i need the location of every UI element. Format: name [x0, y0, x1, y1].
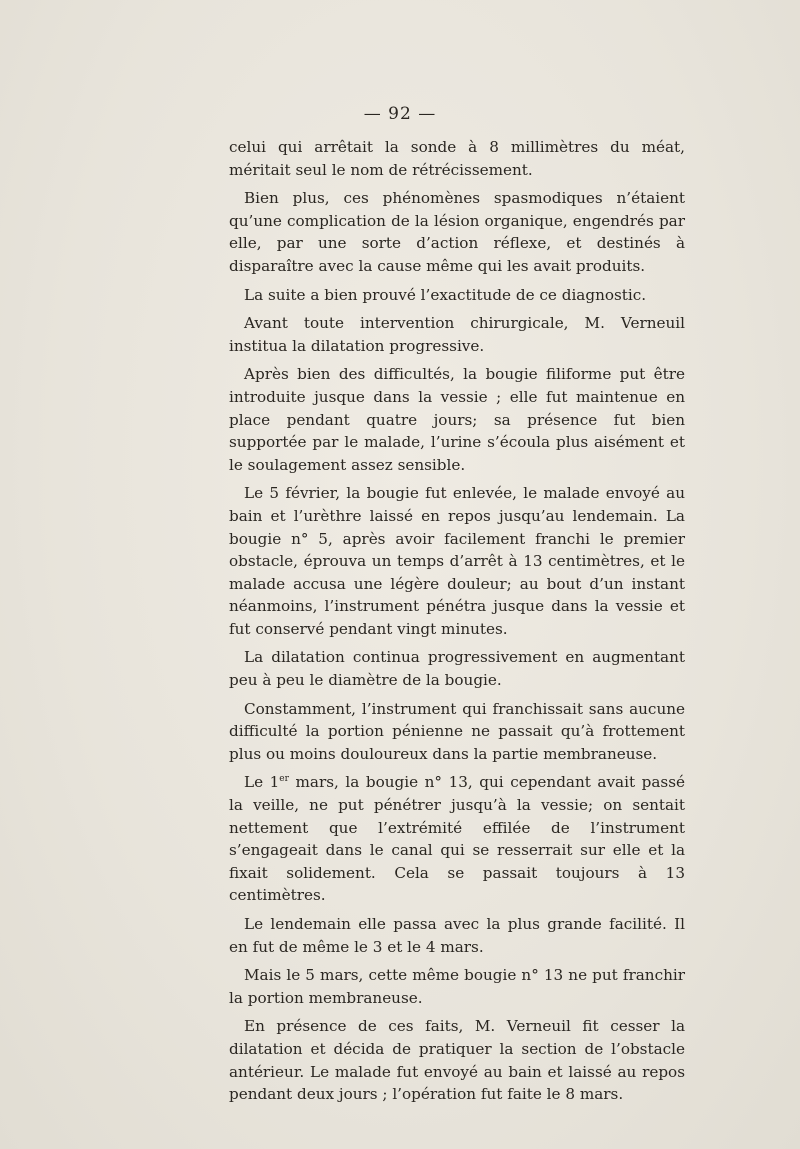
paragraph-march-first: [229, 771, 685, 907]
paragraph: Le 5 février, la bougie fut enlevée, le malade envoyé au bain et l’urèthre laissé en repos jusqu’au lendemain. La bougie n° 5, après avoir facilement franchi le premier obstacle, éprouva un temps d’arrêt à 13 centimètres, et le malade accusa une légère douleur; au bout d’un instant néanmoins, l’instrument pénétra jusque dans la vessie et fut conservé pendant vingt minutes.: [229, 484, 685, 638]
page-number: — 92 —: [363, 104, 437, 124]
paragraph: Le lendemain elle passa avec la plus grande facilité. Il en fut de même le 3 et le 4 mars.: [229, 915, 685, 956]
march-prefix: Le 1: [244, 773, 280, 792]
paragraph: En présence de ces faits, M. Verneuil fit cesser la dilatation et décida de pratiquer la section de l’obstacle antérieur. Le malade fut envoyé au bain et laissé au repos pendant deux jours ; l’opération fut faite le 8 mars.: [229, 1017, 685, 1104]
paragraph: celui qui arrêtait la sonde à 8 millimètres du méat, méritait seul le nom de rétrécissement.: [229, 138, 685, 179]
march-rest: mars, la bougie n° 13, qui cependant avait passé la veille, ne put pénétrer jusqu’à la vessie; on sentait nettement que l’extrémité effilée de l’instrument s’engageait dans le canal qui se resserrait sur elle et la fixait solidement. Cela se passait toujours à 13 centimètres.: [229, 773, 685, 905]
paragraph: Constamment, l’instrument qui franchissait sans aucune difficulté la portion pénienne ne passait qu’à frottement plus ou moins douloureux dans la partie membraneuse.: [229, 699, 685, 763]
paragraph: La suite a bien prouvé l’exactitude de ce diagnostic.: [244, 285, 647, 304]
paragraph: Bien plus, ces phénomènes spasmodiques n’étaient qu’une complication de la lésion organique, engendrés par elle, par une sorte d’action réflexe, et destinés à disparaître avec la cause même qui les avait produits.: [229, 189, 685, 275]
paragraph: La dilatation continua progressivement en augmentant peu à peu le diamètre de la bougie.: [229, 648, 685, 690]
paragraph: Mais le 5 mars, cette même bougie n° 13 ne put franchir la portion membraneuse.: [229, 966, 685, 1007]
paragraph: Avant toute intervention chirurgicale, M. Verneuil institua la dilatation progressive.: [229, 314, 685, 355]
paragraph: Après bien des difficultés, la bougie filiforme put être introduite jusque dans la vessie ; elle fut maintenue en place pendant quatre jours; sa présence fut bien supportée par le malade, l’urine s’écoula plus aisément et le soulagement assez sensible.: [229, 365, 685, 474]
body-text: [229, 136, 685, 1112]
ordinal-superscript: er: [279, 774, 289, 785]
